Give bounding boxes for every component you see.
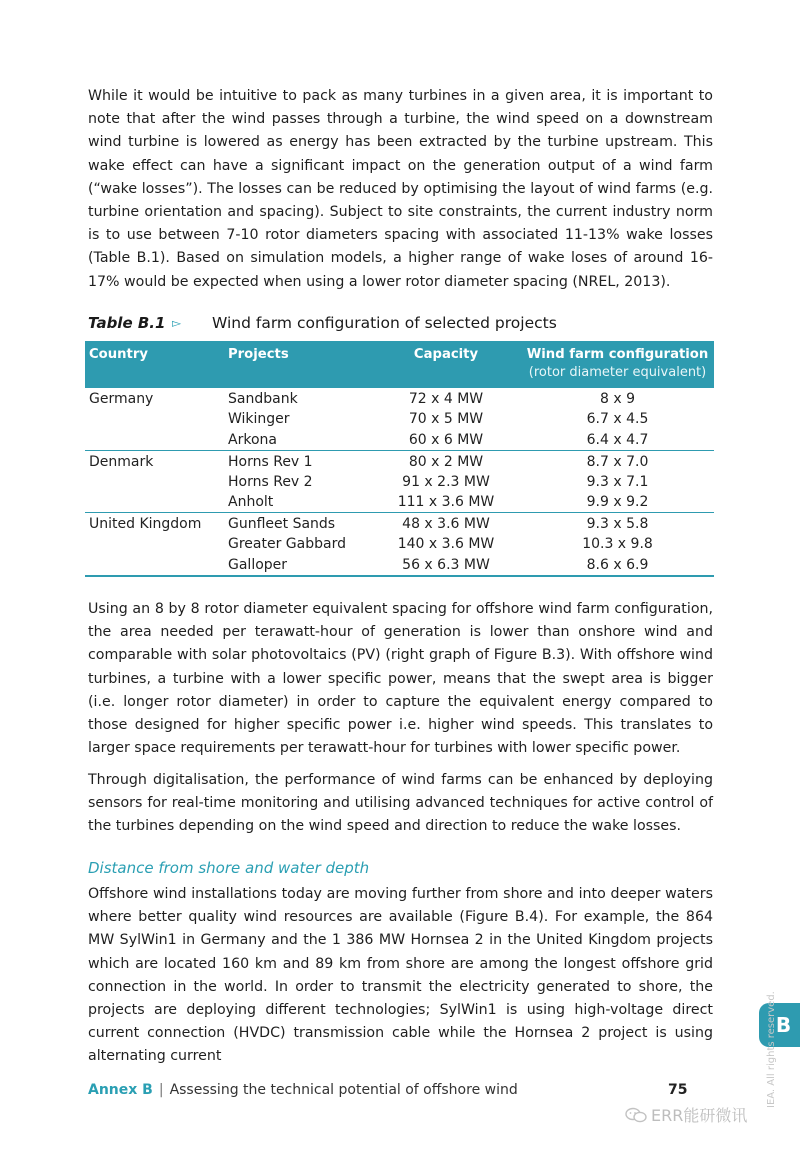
cell-capacity: 56 x 6.3 MW xyxy=(371,555,521,576)
cell-country xyxy=(85,555,224,576)
cell-configuration: 8 x 9 xyxy=(600,391,635,407)
cell-country: United Kingdom xyxy=(89,516,202,532)
body-paragraph-spacing: Using an 8 by 8 rotor diameter equivalent spacing for offshore wind farm configuration, the area needed per terawatt-hour of generation is lower than onshore wind and comparable with solar photovoltaics (PV) (right graph of Figure B.3). With offshore wind turbines, a turbine with a lower specific power, means that the swept area is bigger (i.e. longer rotor diameter) in order to capture the equivalent energy compared to those designed for higher specific power i.e. higher wind speeds. This translates to larger space requirements per terawatt-hour for turbines with lower specific power. xyxy=(88,601,713,757)
page-number: 75 xyxy=(668,1082,688,1098)
cell-project: Horns Rev 1 xyxy=(228,453,313,470)
cell-country xyxy=(85,430,224,451)
watermark-text: ERR能研微讯 xyxy=(651,1106,748,1125)
cell-capacity: 80 x 2 MW xyxy=(408,453,484,470)
table-row xyxy=(85,409,714,430)
table-row xyxy=(85,513,714,535)
body-paragraph-wake-effect: While it would be intuitive to pack as many turbines in a given area, it is important to note that after the wind passes through a turbine, the wind speed on a downstream wind turbine is lowered as energy has been extracted by the turbine upstream. This wake effect can have a significant impact on the generation output of a wind farm (“wake losses”). The losses can be reduced by optimising the layout of wind farms (e.g. turbine orientation and spacing). Subject to site constraints, the current industry norm is to use between 7-10 rotor diameters spacing with associated 11-13% wake losses (Table B.1). Based on simulation models, a higher range of wake loses of around 16-17% would be expected when using a lower rotor diameter spacing (NREL, 2013). xyxy=(88,88,713,290)
cell-capacity: 72 x 4 MW xyxy=(408,391,484,407)
cell-capacity: 70 x 5 MW xyxy=(408,411,484,428)
caption-arrow-icon: ▻ xyxy=(172,316,182,330)
cell-configuration: 6.7 x 4.5 xyxy=(586,411,649,428)
cell-configuration: 9.9 x 9.2 xyxy=(521,492,714,513)
table-row xyxy=(85,430,714,451)
table-row xyxy=(85,492,714,513)
cell-country xyxy=(85,492,224,513)
cell-configuration: 8.7 x 7.0 xyxy=(586,453,649,470)
cell-project: Gunfleet Sands xyxy=(228,516,336,532)
rights-notice: IEA. All rights reserved. xyxy=(766,991,777,1108)
body-paragraph-distance: Offshore wind installations today are moving further from shore and into deeper waters where better quality wind resources are available (Figure B.4). For example, the 864 MW SylWin1 in Germany and the 1 386 MW Hornsea 2 in the United Kingdom projects which are located 160 km and 89 km from shore are among the longest offshore grid connection in the world. In order to transmit the electricity generated to shore, the projects are deploying different technologies; SylWin1 is using high-voltage direct current connection (HVDC) transmission cable while the Hornsea 2 project is using alternating current xyxy=(88,886,713,1065)
cell-country: Denmark xyxy=(89,453,154,470)
table-row xyxy=(85,534,714,555)
table-row xyxy=(85,555,714,576)
cell-configuration: 9.3 x 7.1 xyxy=(586,473,649,490)
section-heading: Distance from shore and water depth xyxy=(88,859,370,877)
cell-configuration: 10.3 x 9.8 xyxy=(582,536,653,553)
table-caption xyxy=(88,312,713,336)
cell-project: Galloper xyxy=(224,555,371,576)
header-projects: Projects xyxy=(224,341,371,388)
table-row xyxy=(85,388,714,409)
body-paragraph-digitalisation: Through digitalisation, the performance of wind farms can be enhanced by deploying sensors for real-time monitoring and utilising advanced techniques for active control of the turbines depending on the wind speed and direction to reduce the wake losses. xyxy=(88,772,713,835)
watermark xyxy=(625,1103,747,1126)
header-configuration xyxy=(521,341,714,388)
header-configuration-label: Wind farm configuration xyxy=(526,347,709,362)
cell-configuration: 6.4 x 4.7 xyxy=(521,430,714,451)
header-configuration-sub: (rotor diameter equivalent) xyxy=(528,365,707,380)
cell-project: Anholt xyxy=(224,492,371,513)
table-number: Table B.1 xyxy=(88,314,166,332)
table-row xyxy=(85,450,714,472)
cell-project: Wikinger xyxy=(228,411,290,428)
cell-capacity: 111 x 3.6 MW xyxy=(371,492,521,513)
cell-configuration: 9.3 x 5.8 xyxy=(586,516,649,532)
header-capacity: Capacity xyxy=(371,341,521,388)
footer-annex-label: Annex B xyxy=(88,1082,153,1098)
header-country: Country xyxy=(85,341,224,388)
page-footer xyxy=(88,1082,688,1106)
footer-separator: | xyxy=(158,1082,164,1098)
wind-farm-configuration-table xyxy=(85,341,714,577)
cell-project: Horns Rev 2 xyxy=(228,473,313,490)
cell-project: Sandbank xyxy=(228,391,298,407)
table-title: Wind farm configuration of selected projects xyxy=(212,314,557,332)
table-row xyxy=(85,472,714,493)
table-header-row xyxy=(85,341,714,388)
cell-country: Germany xyxy=(89,391,154,407)
footer-chapter-title: Assessing the technical potential of offshore wind xyxy=(169,1082,518,1098)
cell-country xyxy=(85,409,224,430)
cell-capacity: 140 x 3.6 MW xyxy=(397,536,495,553)
cell-country xyxy=(85,534,224,555)
wechat-icon xyxy=(625,1107,647,1123)
cell-capacity: 91 x 2.3 MW xyxy=(402,473,490,490)
cell-country xyxy=(85,472,224,493)
cell-capacity: 48 x 3.6 MW xyxy=(402,516,490,532)
cell-capacity: 60 x 6 MW xyxy=(371,430,521,451)
cell-configuration: 8.6 x 6.9 xyxy=(521,555,714,576)
annex-side-tab: B xyxy=(759,1003,800,1047)
cell-project: Arkona xyxy=(224,430,371,451)
cell-project: Greater Gabbard xyxy=(228,536,346,553)
